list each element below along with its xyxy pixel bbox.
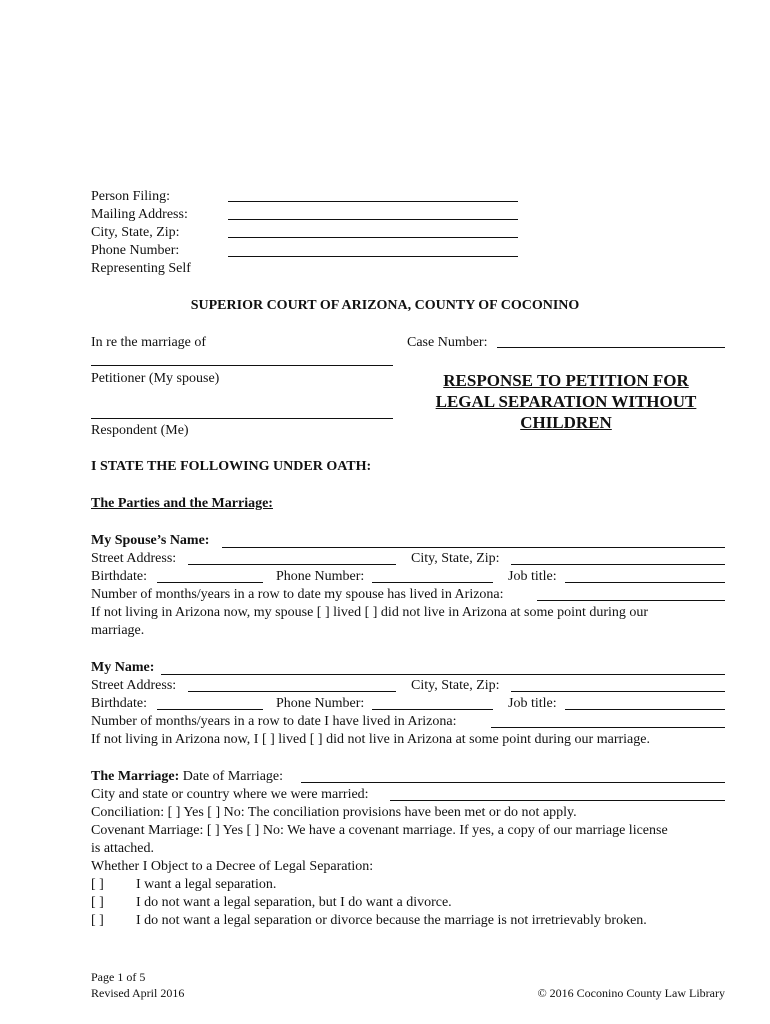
footer-page: Page 1 of 5 (91, 970, 146, 984)
respondent-label: Respondent (Me) (91, 423, 189, 438)
my-name-line[interactable] (161, 674, 725, 675)
my-months-line[interactable] (491, 727, 725, 728)
spouse-job-line[interactable] (565, 582, 725, 583)
person-filing-line[interactable] (228, 201, 518, 202)
person-filing-label: Person Filing: (91, 189, 170, 204)
footer-copyright: © 2016 Coconino County Law Library (537, 986, 725, 1000)
spouse-not-living-text: If not living in Arizona now, my spouse [ ] lived [ ] did not live in Arizona at some point during our (91, 605, 649, 620)
my-job-label: Job title: (508, 696, 557, 711)
conciliation-text: Conciliation: [ ] Yes [ ] No: The conciliation provisions have been met or do not apply. (91, 805, 577, 820)
my-not-living-text: If not living in Arizona now, I [ ] lived [ ] did not live in Arizona at some point during our marriage. (91, 732, 650, 747)
object-label: Whether I Object to a Decree of Legal Separation: (91, 859, 374, 874)
petitioner-label: Petitioner (My spouse) (91, 371, 220, 386)
my-job-line[interactable] (565, 709, 725, 710)
doc-title-line-2: LEGAL SEPARATION WITHOUT (435, 392, 697, 411)
spouse-street-label: Street Address: (91, 551, 177, 566)
my-birthdate-line[interactable] (157, 709, 263, 710)
my-city-line[interactable] (511, 691, 725, 692)
my-street-line[interactable] (188, 691, 396, 692)
case-number-line[interactable] (497, 347, 725, 348)
spouse-not-living-text-cont: marriage. (91, 623, 145, 638)
spouse-name-line[interactable] (222, 547, 725, 548)
spouse-job-label: Job title: (508, 569, 557, 584)
spouse-birthdate-line[interactable] (157, 582, 263, 583)
city-state-zip-label: City, State, Zip: (91, 225, 180, 240)
court-title: SUPERIOR COURT OF ARIZONA, COUNTY OF COCONINO (190, 298, 580, 313)
my-months-label: Number of months/years in a row to date I have lived in Arizona: (91, 714, 457, 729)
representing-self-label: Representing Self (91, 261, 191, 276)
my-city-label: City, State, Zip: (411, 678, 500, 693)
covenant-text: Covenant Marriage: [ ] Yes [ ] No: We have a covenant marriage. If yes, a copy of our marriage license (91, 823, 668, 838)
covenant-text-cont: is attached. (91, 841, 154, 856)
doc-title-line-3: CHILDREN (520, 413, 612, 432)
phone-number-label: Phone Number: (91, 243, 180, 258)
spouse-months-label: Number of months/years in a row to date my spouse has lived in Arizona: (91, 587, 504, 602)
marriage-heading: The Marriage: (91, 769, 180, 784)
marriage-date-row (91, 768, 283, 786)
in-re-label: In re the marriage of (91, 335, 207, 350)
marriage-date-line[interactable] (301, 782, 725, 783)
city-state-zip-line[interactable] (228, 237, 518, 238)
spouse-phone-line[interactable] (372, 582, 493, 583)
phone-number-line[interactable] (228, 256, 518, 257)
option-2-checkbox[interactable]: [ ] (91, 895, 104, 910)
my-phone-line[interactable] (372, 709, 493, 710)
marriage-date-label: Date of Marriage: (179, 769, 284, 784)
section-heading: The Parties and the Marriage: (91, 496, 273, 511)
marriage-city-label: City and state or country where we were married: (91, 787, 369, 802)
my-name-label: My Name: (91, 660, 155, 675)
option-2-text: I do not want a legal separation, but I do want a divorce. (136, 895, 452, 910)
spouse-street-line[interactable] (188, 564, 396, 565)
respondent-name-line[interactable] (91, 418, 393, 419)
option-3-text: I do not want a legal separation or divorce because the marriage is not irretrievably broken. (136, 913, 647, 928)
spouse-birthdate-label: Birthdate: (91, 569, 147, 584)
spouse-city-label: City, State, Zip: (411, 551, 500, 566)
oath-heading: I STATE THE FOLLOWING UNDER OATH: (91, 459, 372, 474)
doc-title-line-1: RESPONSE TO PETITION FOR (443, 371, 689, 390)
option-1-text: I want a legal separation. (136, 877, 277, 892)
my-street-label: Street Address: (91, 678, 177, 693)
spouse-city-line[interactable] (511, 564, 725, 565)
footer-revised: Revised April 2016 (91, 986, 185, 1000)
spouse-name-label: My Spouse’s Name: (91, 533, 210, 548)
my-phone-label: Phone Number: (276, 696, 365, 711)
spouse-months-line[interactable] (537, 600, 725, 601)
option-3-checkbox[interactable]: [ ] (91, 913, 104, 928)
marriage-city-line[interactable] (390, 800, 725, 801)
my-birthdate-label: Birthdate: (91, 696, 147, 711)
mailing-address-line[interactable] (228, 219, 518, 220)
spouse-phone-label: Phone Number: (276, 569, 365, 584)
case-number-label: Case Number: (407, 335, 488, 350)
petitioner-name-line[interactable] (91, 365, 393, 366)
mailing-address-label: Mailing Address: (91, 207, 188, 222)
option-1-checkbox[interactable]: [ ] (91, 877, 104, 892)
